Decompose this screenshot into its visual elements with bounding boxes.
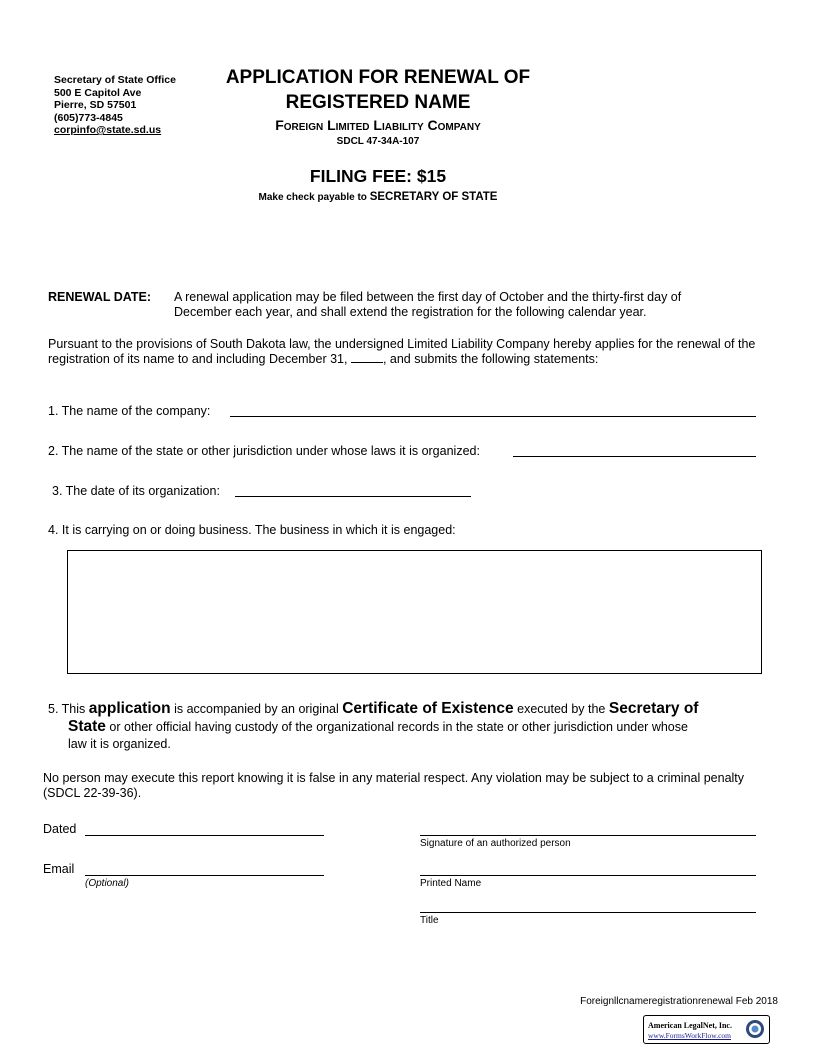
email-field[interactable] (85, 875, 324, 876)
office-name: Secretary of State Office (54, 74, 176, 86)
item-certificate-statement (48, 700, 748, 752)
item5-part3: executed by the (513, 702, 609, 716)
item-company-name-label: 1. The name of the company: (48, 404, 211, 418)
form-title-line1: APPLICATION FOR RENEWAL OF (225, 67, 531, 88)
business-description-box[interactable] (67, 550, 762, 674)
item5-part4: or other official having custody of the organizational records in the state or other jurisdiction under whose (105, 720, 688, 734)
office-city: Pierre, SD 57501 (54, 99, 137, 111)
pursuant-text-after: , and submits the following statements: (382, 352, 599, 366)
office-phone: (605)773-4845 (54, 111, 123, 124)
printed-name-field[interactable] (420, 875, 756, 876)
dated-field[interactable] (85, 835, 324, 836)
signature-label: Signature of an authorized person (420, 838, 571, 849)
title-field[interactable] (420, 912, 756, 913)
year-blank-field[interactable] (351, 352, 383, 363)
payable-prefix: Make check payable to (258, 192, 367, 203)
email-label: Email (43, 862, 75, 876)
form-title-line2: REGISTERED NAME (285, 92, 471, 113)
item-business-label: 4. It is carrying on or doing business. The business in which it is engaged: (48, 523, 456, 537)
form-subtitle: Foreign Limited Liability Company (275, 117, 481, 133)
item5-part1: 5. This (48, 702, 89, 716)
optional-label: (Optional) (85, 878, 129, 889)
organization-date-field[interactable] (235, 496, 471, 497)
item5-part5: law it is organized. (68, 737, 171, 751)
title-label: Title (420, 915, 439, 926)
statute-reference: SDCL 47-34A-107 (336, 136, 420, 147)
pursuant-paragraph (48, 337, 788, 367)
item5-certificate: Certificate of Existence (342, 700, 514, 717)
item5-secretary: Secretary of (608, 700, 699, 717)
item5-part2: is accompanied by an original (170, 702, 343, 716)
badge-url: www.FormsWorkFlow.com (648, 1031, 732, 1040)
office-email-link[interactable]: corpinfo@state.sd.us (54, 124, 162, 136)
form-id: Foreignllcnameregistrationrenewal Feb 2018 (580, 996, 778, 1007)
item5-state: State (68, 718, 106, 735)
badge-company: American LegalNet, Inc. (648, 1021, 732, 1030)
filing-fee: FILING FEE: $15 (309, 166, 447, 186)
jurisdiction-field[interactable] (513, 456, 756, 457)
item5-application: application (88, 700, 171, 717)
payable-to: SECRETARY OF STATE (369, 191, 498, 203)
printed-name-label: Printed Name (420, 878, 482, 889)
company-name-field[interactable] (230, 416, 756, 417)
item-jurisdiction-label: 2. The name of the state or other jurisdiction under whose laws it is organized: (48, 444, 480, 458)
formsworkflow-logo-icon (745, 1019, 765, 1039)
renewal-date-text: A renewal application may be filed between the first day of October and the thirty-first day of December each year, and shall extend the registration for the following calendar year. (174, 290, 682, 319)
penalty-warning: No person may execute this report knowing it is false in any material respect. Any violation may be subject to a criminal penalty (SDCL 22-39-36). (43, 771, 745, 800)
office-block (54, 74, 176, 137)
legalnet-badge[interactable] (643, 1015, 770, 1044)
payable-note (200, 191, 556, 203)
item-organization-date-label: 3. The date of its organization: (52, 484, 220, 498)
signature-field[interactable] (420, 835, 756, 836)
dated-label: Dated (43, 822, 77, 836)
office-address: 500 E Capitol Ave (54, 86, 142, 99)
renewal-date-label: RENEWAL DATE: (48, 290, 152, 304)
pursuant-text-before: Pursuant to the provisions of South Dakota law, the undersigned Limited Liability Company hereby applies for the renewal of the registration of its name to and including December 31, (48, 337, 756, 366)
